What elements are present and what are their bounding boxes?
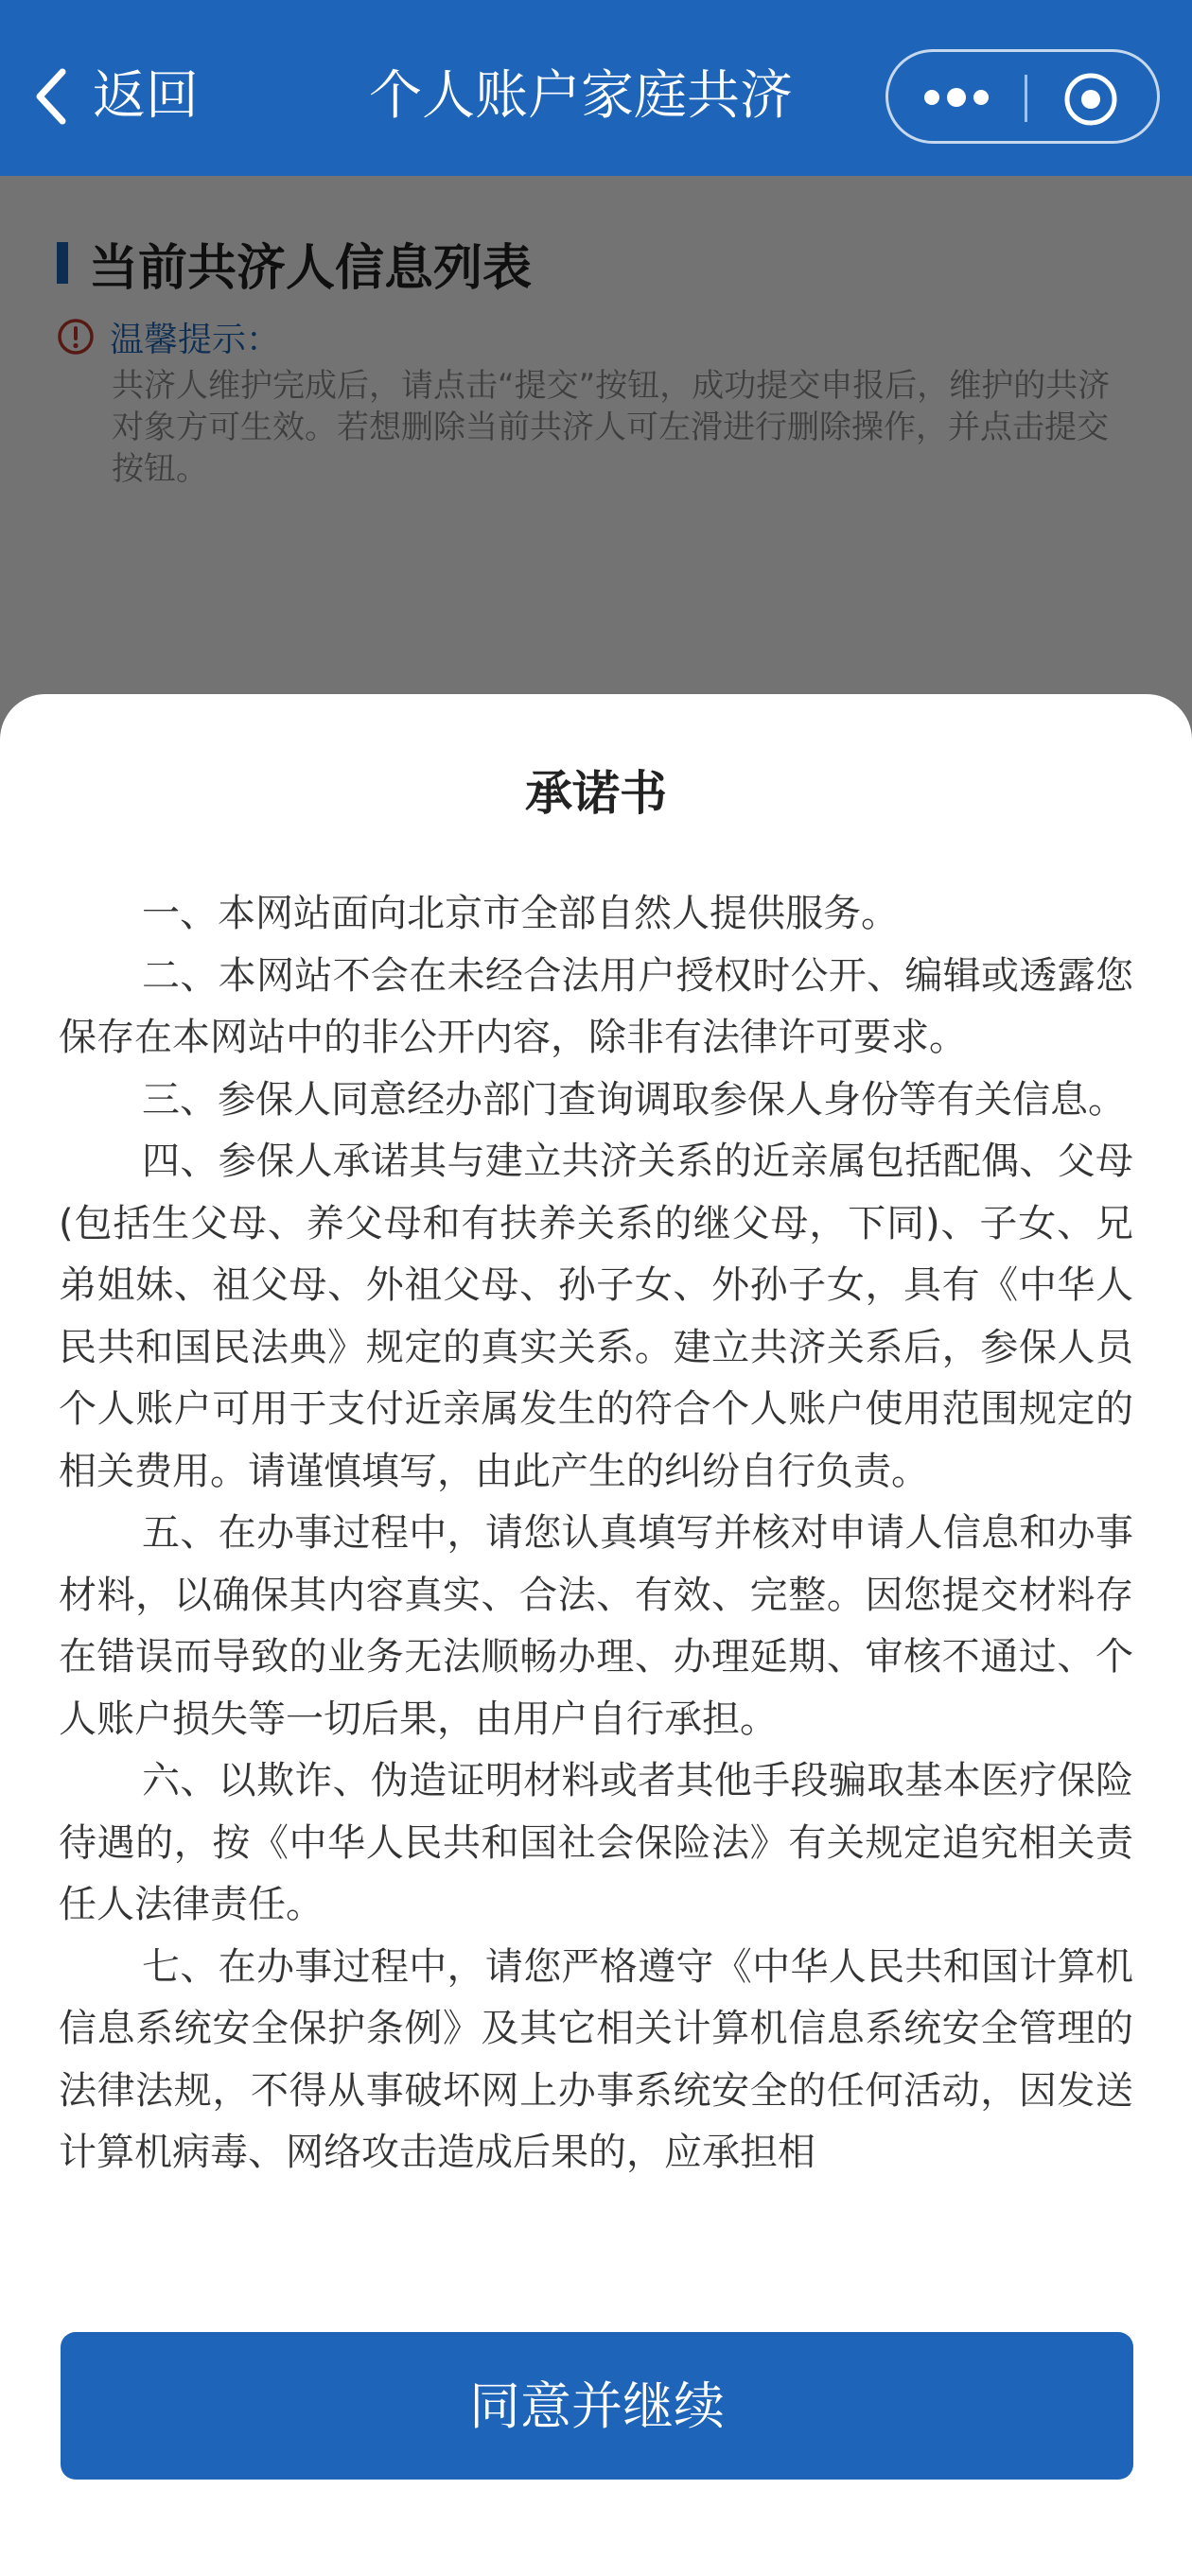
target-close-icon[interactable] bbox=[1062, 71, 1119, 128]
back-label: 返回 bbox=[93, 65, 199, 127]
commitment-paragraph-7: 七、在办事过程中，请您严格遵守《中华人民共和国计算机信息系统安全保护条例》及其它相关计算机信息系统安全管理的法律法规，不得从事破坏网上办事系统安全的任何活动，因发送计算机病毒、网络攻击造成后果的，应承担相 bbox=[59, 1944, 1133, 2174]
commitment-paragraph-3: 三、参保人同意经办部门查询调取参保人身份等有关信息。 bbox=[142, 1077, 1126, 1122]
chevron-left-icon bbox=[34, 68, 68, 125]
commitment-paragraph-5: 五、在办事过程中，请您认真填写并核对申请人信息和办事材料，以确保其内容真实、合法、有效、完整。因您提交材料存在错误而导致的业务无法顺畅办理、办理延期、审核不通过、个人账户损失等一切后果，由用户自行承担。 bbox=[59, 1511, 1133, 1741]
commitment-paragraph-1: 一、本网站面向北京市全部自然人提供服务。 bbox=[142, 892, 899, 935]
commitment-content[interactable] bbox=[59, 883, 1133, 2174]
commitment-paragraph-4: 四、参保人承诺其与建立共济关系的近亲属包括配偶、父母(包括生父母、养父母和有扶养关系的继父母，下同)、子女、兄弟姐妹、祖父母、外祖父母、孙子女、外孙子女，具有《中华人民共和国民法典》规定的真实关系。建立共济关系后，参保人员个人账户可用于支付近亲属发生的符合个人账户使用范围规定的相关费用。请谨慎填写，由此产生的纠纷自行负责。 bbox=[59, 1140, 1133, 1493]
commitment-sheet bbox=[0, 694, 1192, 2576]
capsule-divider bbox=[1025, 75, 1027, 122]
commitment-paragraph-6: 六、以欺诈、伪造证明材料或者其他手段骗取基本医疗保险待遇的，按《中华人民共和国社会保险法》有关规定追究相关责任人法律责任。 bbox=[59, 1759, 1133, 1926]
page-title: 个人账户家庭共济 bbox=[369, 65, 793, 127]
mini-program-capsule bbox=[885, 49, 1160, 144]
sheet-title: 承诺书 bbox=[525, 766, 667, 821]
agree-continue-button[interactable]: 同意并继续 bbox=[61, 2332, 1133, 2480]
more-dots-icon[interactable] bbox=[920, 78, 992, 116]
commitment-paragraph-2: 二、本网站不会在未经合法用户授权时公开、编辑或透露您保存在本网站中的非公开内容，除非有法律许可要求。 bbox=[59, 953, 1133, 1059]
back-button[interactable] bbox=[34, 59, 199, 134]
top-navbar bbox=[0, 0, 1192, 176]
